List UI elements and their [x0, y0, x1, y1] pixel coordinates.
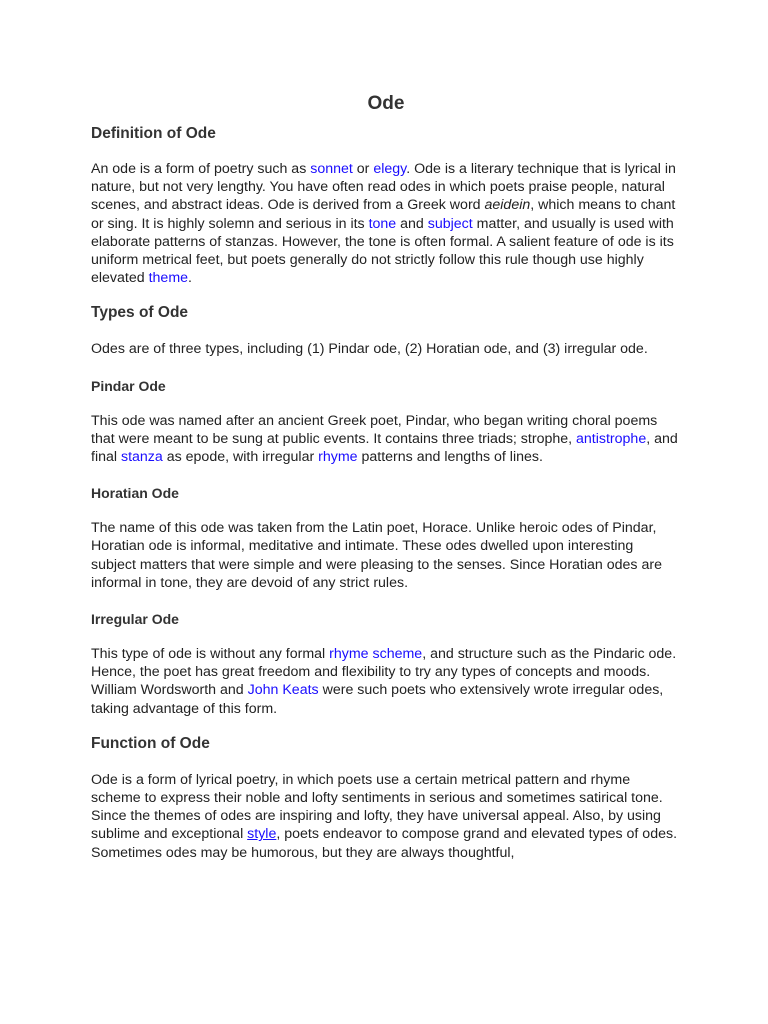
text-span: Ode is a form of lyrical poetry, in which poets use a certain metrical pattern and rhyme scheme to express their noble and lofty sentiments in serious and sometimes satirical tone. Since the themes of odes are inspiring and lofty, they have universal appeal. Also, by using sublime and exceptional: [91, 771, 663, 843]
heading-definition: Definition of Ode: [91, 125, 216, 142]
heading-horatian: Horatian Ode: [91, 485, 179, 502]
link-sonnet[interactable]: sonnet: [310, 161, 353, 177]
text-span: were such poets who extensively wrote irregular odes, taking advantage of this form.: [91, 682, 664, 717]
heading-irregular: Irregular Ode: [91, 611, 179, 628]
term-aeidein: aeidein: [484, 197, 531, 214]
text-span: patterns and lengths of lines.: [357, 449, 543, 466]
link-rhyme-scheme[interactable]: rhyme scheme: [329, 646, 423, 663]
text-span: This type of ode is without any formal: [91, 646, 330, 663]
paragraph-pindar: [91, 412, 681, 467]
text-span: , and final: [91, 430, 678, 466]
paragraph-irregular: [91, 645, 681, 718]
text-span: , which means to chant or sing. It is highly solemn and serious in its: [91, 197, 676, 232]
link-tone[interactable]: tone: [368, 215, 397, 232]
link-theme[interactable]: theme: [148, 270, 189, 287]
link-stanza[interactable]: stanza: [120, 449, 163, 466]
document-page: [91, 92, 681, 862]
heading-function: Function of Ode: [91, 734, 210, 752]
heading-pindar: Pindar Ode: [91, 377, 166, 394]
text-span: matter, and usually is used with elaborate patterns of stanzas. However, the tone is often formal. A salient feature of ode is its uniform metrical feet, but poets generally do not strictly follow this rule though use highly elevated: [91, 215, 674, 287]
link-john-keats[interactable]: John Keats: [247, 682, 319, 699]
paragraph-types: Odes are of three types, including (1) Pindar ode, (2) Horatian ode, and (3) irregular ode.: [91, 341, 648, 358]
text-span: and: [396, 215, 428, 232]
page-title: Ode: [367, 93, 405, 114]
text-span: An ode is a form of poetry such as: [91, 161, 311, 177]
link-antistrophe[interactable]: antistrophe: [576, 430, 647, 447]
text-span: , poets endeavor to compose grand and elevated types of odes. Sometimes odes may be humorous, but they are always thoughtful,: [91, 826, 678, 861]
link-elegy[interactable]: elegy: [373, 161, 407, 177]
link-rhyme[interactable]: rhyme: [318, 449, 358, 466]
text-span: or: [352, 161, 374, 177]
text-span: , and structure such as the Pindaric ode. Hence, the poet has great freedom and flexibility to try any types of concepts and moods. William Wordsworth and: [91, 646, 677, 699]
link-subject[interactable]: subject: [427, 215, 473, 232]
text-span: This ode was named after an ancient Greek poet, Pindar, who began writing choral poems that were meant to be sung at public events. It contains three triads; strophe,: [91, 412, 658, 447]
text-span: as epode, with irregular: [162, 449, 319, 466]
link-style[interactable]: style: [247, 826, 277, 843]
text-span: . Ode is a literary technique that is lyrical in nature, but not very lengthy. You have often read odes in which poets praise people, natural scenes, and abstract ideas. Ode is derived from a Greek word: [91, 161, 676, 214]
heading-types: Types of Ode: [91, 304, 189, 322]
paragraph-definition: [91, 160, 681, 287]
text-span: .: [188, 270, 192, 287]
paragraph-function: [91, 771, 681, 862]
paragraph-horatian: The name of this ode was taken from the Latin poet, Horace. Unlike heroic odes of Pindar, Horatian ode is informal, meditative and intimate. These odes dwelled upon interesting subject matters that were simple and were pleasing to the senses. Since Horatian odes are informal in tone, they are devoid of any strict rules.: [91, 520, 662, 591]
